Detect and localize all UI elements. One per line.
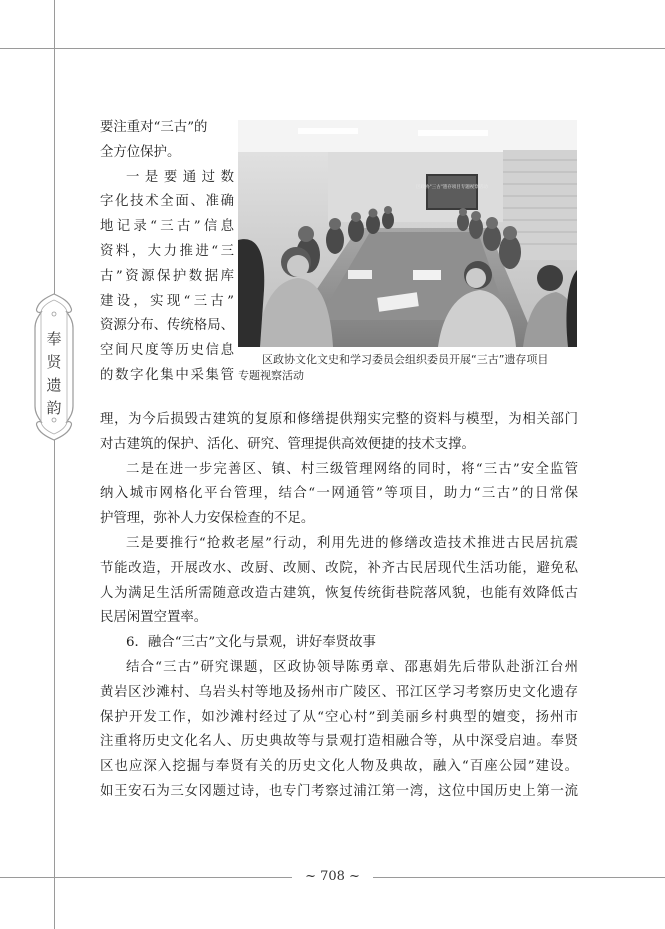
text-line: 全方位保护。: [100, 144, 181, 160]
meeting-photo: [238, 120, 577, 347]
screen-caption: 区政协"三古"遗存项目专题视察活动: [416, 185, 488, 190]
narrow-text-column: [100, 116, 234, 389]
top-margin-rule: [0, 48, 665, 49]
badge-title: [31, 328, 77, 420]
text-line: 护管理，弥补人力安保检查的不足。: [100, 511, 315, 527]
text-line: 区也应深入挖掘与奉贤有关的历史文化人物及典故，融入“百座公园”建设。: [100, 759, 578, 775]
full-text-column: [100, 408, 578, 805]
text-line: 纳入城市网格化平台管理，结合“一网通管”等项目，助力“三古”的日常保: [100, 486, 578, 502]
text-line: 一是要通过数: [126, 169, 234, 185]
text-line: 的数字化集中采集管: [100, 367, 234, 383]
text-line: 人为满足生活所需随意改造古建筑，恢复传统街巷院落风貌，也能有效降低古: [100, 585, 578, 601]
section-heading: 6．融合“三古”文化与景观，讲好奉贤故事: [126, 635, 376, 651]
badge-char: 遗: [46, 376, 62, 394]
badge-char: 韵: [46, 399, 62, 417]
text-line: 结合“三古”研究课题，区政协领导陈勇章、邵惠娟先后带队赴浙江台州: [126, 659, 578, 675]
text-line: 对古建筑的保护、活化、研究、管理提供高效便捷的技术支撑。: [100, 436, 475, 452]
text-line: 资料，大力推进“三: [100, 243, 234, 259]
text-line: 地记录“三古”信息: [100, 219, 234, 235]
badge-char: 贤: [46, 353, 62, 371]
text-line: 如王安石为三女冈题过诗，也专门考察过浦江第一湾，这位中国历史上第一流: [100, 783, 578, 799]
text-line: 要注重对“三古”的: [100, 120, 208, 135]
text-line: 古”资源保护数据库: [100, 268, 234, 284]
section-badge: [31, 292, 77, 442]
text-line: 注重将历史文化名人、历史典故等与景观打造相融合等，从中深受启迪。奉贤: [100, 734, 578, 750]
text-line: 空间尺度等历史信息: [100, 343, 234, 359]
text-line: 二是在进一步完善区、镇、村三级管理网络的同时，将“三古”安全监管: [126, 461, 578, 477]
text-line: 黄岩区沙滩村、乌岩头村等地及扬州市广陵区、邗江区学习考察历史文化遗存: [100, 684, 578, 700]
text-line: 三是要推行“抢救老屋”行动，利用先进的修缮改造技术推进古民居抗震: [126, 535, 578, 551]
text-line: 理，为今后损毁古建筑的复原和修缮提供翔实完整的资料与模型，为相关部门: [100, 412, 578, 427]
text-line: 节能改造，开展改水、改厨、改厕、改院，补齐古民居现代生活功能，避免私: [100, 560, 578, 576]
text-line: 建设，实现“三古”: [100, 293, 234, 309]
badge-char: 奉: [46, 330, 62, 348]
text-line: 资源分布、传统格局、: [100, 318, 234, 334]
photo-caption: [238, 352, 579, 384]
left-margin-rule: [54, 0, 55, 929]
caption-line: 专题视察活动: [238, 369, 304, 382]
text-line: 字化技术全面、准确: [100, 194, 234, 210]
text-line: 民居闲置空置率。: [100, 610, 208, 626]
page-number: ~ 708 ~: [305, 869, 360, 884]
caption-line: 区政协文化文史和学习委员会组织委员开展“三古”遗存项目: [262, 353, 549, 366]
text-line: 保护开发工作，如沙滩村经过了从“空心村”到美丽乡村典型的嬗变，扬州市: [100, 709, 578, 725]
